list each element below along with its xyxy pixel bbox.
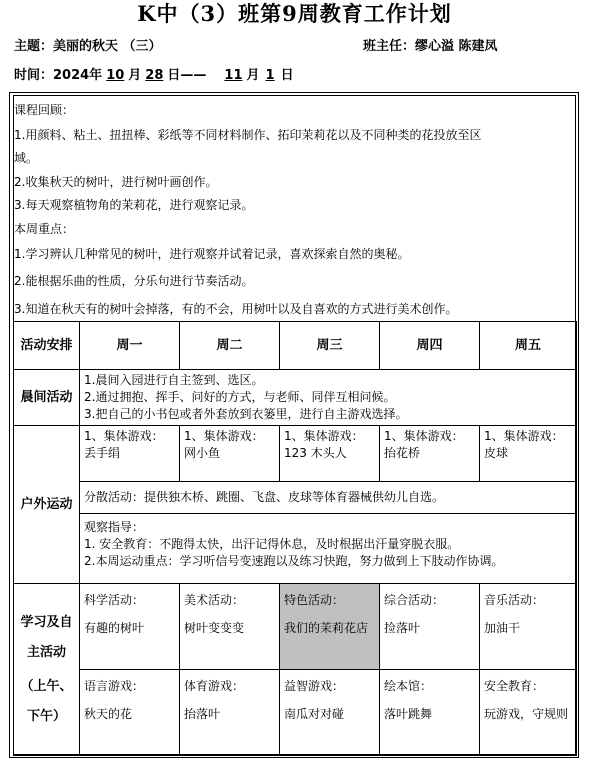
plan-table bbox=[13, 321, 577, 756]
game-cell bbox=[480, 426, 577, 482]
activity-cell bbox=[380, 670, 480, 756]
morning-line: 2.通过拥抱、挥手、问好的方式，与老师、同伴互相问候。 bbox=[84, 390, 396, 404]
activity-body: 捡落叶 bbox=[384, 621, 421, 635]
activity-body: 有趣的树叶 bbox=[84, 621, 145, 635]
game-body: 皮球 bbox=[484, 446, 509, 460]
study-row-1 bbox=[14, 584, 577, 670]
header-cell: 活动安排 bbox=[14, 322, 80, 370]
end-day: 1 bbox=[265, 68, 275, 83]
activity-cell bbox=[480, 584, 577, 670]
game-title: 1、集体游戏： bbox=[484, 429, 564, 443]
study-row-2 bbox=[14, 670, 577, 756]
activity-body: 抬落叶 bbox=[184, 707, 221, 721]
activity-body: 落叶跳舞 bbox=[384, 707, 433, 721]
header-row bbox=[14, 322, 577, 370]
activity-cell bbox=[180, 670, 280, 756]
activity-body: 树叶变变变 bbox=[184, 621, 245, 635]
game-body: 抬花桥 bbox=[384, 446, 421, 460]
observe-content bbox=[80, 514, 577, 584]
activity-title: 音乐活动： bbox=[484, 593, 545, 607]
activity-cell bbox=[180, 584, 280, 670]
review-item: 2.收集秋天的树叶，进行树叶画创作。 bbox=[14, 175, 218, 189]
activity-cell bbox=[280, 670, 380, 756]
review-item: 3.每天观察植物角的茉莉花，进行观察记录。 bbox=[14, 198, 254, 212]
activity-cell bbox=[480, 670, 577, 756]
activity-cell bbox=[380, 584, 480, 670]
game-title: 1、集体游戏： bbox=[84, 429, 164, 443]
study-label bbox=[14, 584, 80, 756]
study-label-line: 下午） bbox=[26, 708, 66, 724]
teacher-label: 班主任：缪心溢 陈建凤 bbox=[363, 39, 498, 54]
month-unit: 月 bbox=[246, 68, 260, 83]
game-body: 123 木头人 bbox=[284, 446, 347, 460]
teacher-line bbox=[363, 38, 498, 56]
activity-title: 安全教育： bbox=[484, 679, 545, 693]
study-label-line: 学习及自 bbox=[20, 614, 73, 630]
focus-heading: 本周重点： bbox=[14, 222, 75, 236]
activity-cell bbox=[80, 670, 180, 756]
game-body: 丢手绢 bbox=[84, 446, 121, 460]
activity-title: 绘本馆： bbox=[384, 679, 433, 693]
month-unit: 月 bbox=[128, 68, 142, 83]
activity-body: 玩游戏，守规则 bbox=[484, 707, 569, 721]
activity-cell-highlighted bbox=[280, 584, 380, 670]
day-unit: 日 bbox=[280, 68, 294, 83]
review-item: 域。 bbox=[14, 151, 39, 165]
activity-title: 益智游戏： bbox=[284, 679, 345, 693]
end-month: 11 bbox=[224, 68, 243, 83]
activity-title: 体育游戏： bbox=[184, 679, 245, 693]
outdoor-games-row bbox=[14, 426, 577, 482]
activity-cell bbox=[80, 584, 180, 670]
review-heading: 课程回顾： bbox=[14, 103, 75, 117]
activity-title: 语言游戏： bbox=[84, 679, 145, 693]
start-day: 28 bbox=[145, 68, 164, 83]
activity-title: 综合活动： bbox=[384, 593, 445, 607]
morning-line: 1.晨间入园进行自主签到、选区。 bbox=[84, 373, 264, 387]
header-cell: 周一 bbox=[80, 322, 180, 370]
day-unit: 日—— bbox=[167, 68, 207, 83]
header-cell: 周三 bbox=[280, 322, 380, 370]
group-activity: 分散活动：提供独木桥、跳圈、飞盘、皮球等体育器械供幼儿自选。 bbox=[80, 482, 577, 514]
header-cell: 周五 bbox=[480, 322, 577, 370]
game-cell bbox=[380, 426, 480, 482]
activity-title: 特色活动： bbox=[284, 593, 345, 607]
study-label-line: 主活动 bbox=[26, 644, 66, 660]
observe-row bbox=[14, 514, 577, 584]
morning-line: 3.把自己的小书包或者外套放到衣篓里，进行自主游戏选择。 bbox=[84, 407, 408, 421]
theme-line bbox=[14, 38, 162, 56]
group-activity-row bbox=[14, 482, 577, 514]
morning-label: 晨间活动 bbox=[14, 370, 80, 426]
game-cell bbox=[280, 426, 380, 482]
activity-body: 加油干 bbox=[484, 621, 521, 635]
theme-label: 主题：美丽的秋天 （三） bbox=[14, 39, 162, 54]
time-label: 时间：2024年 bbox=[14, 68, 103, 83]
game-cell bbox=[180, 426, 280, 482]
activity-body: 南瓜对对碰 bbox=[284, 707, 345, 721]
game-title: 1、集体游戏： bbox=[284, 429, 364, 443]
morning-row bbox=[14, 370, 577, 426]
activity-title: 美术活动： bbox=[184, 593, 245, 607]
observe-heading: 观察指导： bbox=[84, 520, 145, 534]
page-title: K中（3）班第9周教育工作计划 bbox=[137, 1, 452, 26]
observe-line: 2.本周运动重点：学习听信号变速跑以及练习快跑，努力做到上下肢动作协调。 bbox=[84, 554, 504, 568]
focus-item: 1.学习辨认几种常见的树叶，进行观察并试着记录，喜欢探索自然的奥秘。 bbox=[14, 247, 410, 261]
outdoor-label: 户外运动 bbox=[14, 426, 80, 584]
header-cell: 周四 bbox=[380, 322, 480, 370]
game-title: 1、集体游戏： bbox=[384, 429, 464, 443]
game-body: 网小鱼 bbox=[184, 446, 221, 460]
game-cell bbox=[80, 426, 180, 482]
observe-line: 1. 安全教育：不跑得太快，出汗记得休息，及时根据出汗量穿脱衣服。 bbox=[84, 537, 460, 551]
activity-title: 科学活动： bbox=[84, 593, 145, 607]
activity-body: 我们的茉莉花店 bbox=[284, 621, 369, 635]
start-month: 10 bbox=[106, 68, 125, 83]
activity-body: 秋天的花 bbox=[84, 707, 133, 721]
morning-content bbox=[80, 370, 577, 426]
focus-item: 3.知道在秋天有的树叶会掉落，有的不会，用树叶以及自喜欢的方式进行美术创作。 bbox=[14, 302, 458, 316]
review-item: 1.用颜料、粘土、扭扭棒、彩纸等不同材料制作、拓印茉莉花以及不同种类的花投放至区 bbox=[14, 128, 482, 142]
focus-item: 2.能根据乐曲的性质，分乐句进行节奏活动。 bbox=[14, 274, 254, 288]
game-title: 1、集体游戏： bbox=[184, 429, 264, 443]
time-line bbox=[14, 67, 294, 85]
header-cell: 周二 bbox=[180, 322, 280, 370]
study-label-line: （上午、 bbox=[20, 678, 73, 694]
